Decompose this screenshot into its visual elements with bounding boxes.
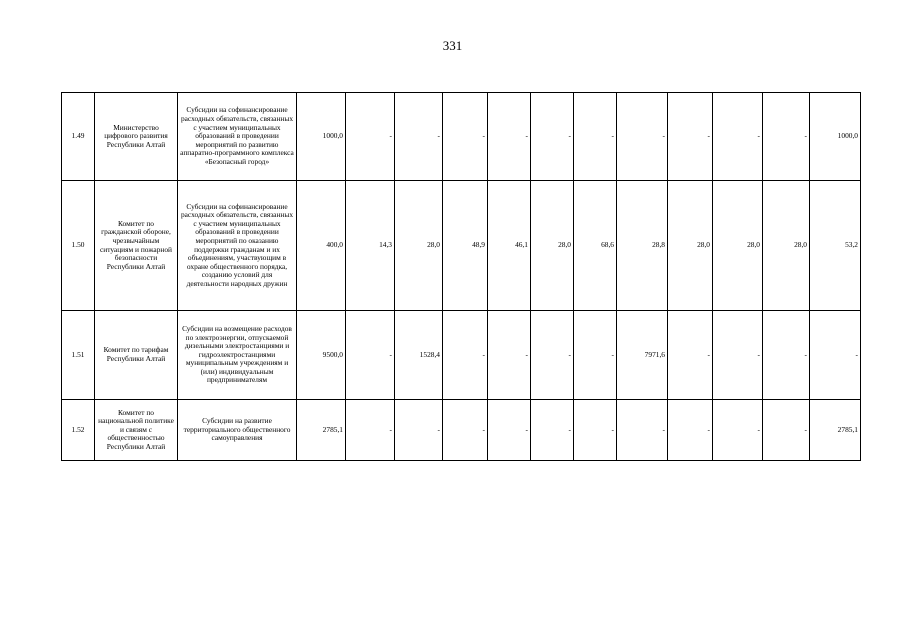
value-cell: - [443,311,488,400]
value-cell: 46,1 [488,181,531,311]
value-cell: - [763,93,810,181]
value-cell-total: 2785,1 [297,400,346,461]
value-cell: - [346,311,395,400]
value-cell-total: 400,0 [297,181,346,311]
value-cell: 28,0 [713,181,763,311]
value-cell: - [763,311,810,400]
subsidy-table [61,92,861,461]
value-cell: - [395,400,443,461]
value-cell: - [531,311,574,400]
value-cell: 1528,4 [395,311,443,400]
organization-cell: Министерство цифрового развития Республики Алтай [95,93,178,181]
value-cell: - [574,93,617,181]
row-number: 1.51 [62,311,95,400]
value-cell-total: 1000,0 [297,93,346,181]
value-cell: - [346,93,395,181]
value-cell: - [713,93,763,181]
value-cell: 7971,6 [617,311,668,400]
value-cell-total: 9500,0 [297,311,346,400]
value-cell: 1000,0 [810,93,861,181]
table-row [62,181,861,311]
value-cell: - [346,400,395,461]
value-cell: - [668,311,713,400]
description-cell: Субсидии на развитие территориального общественного самоуправления [178,400,297,461]
value-cell: - [713,311,763,400]
value-cell: 28,0 [395,181,443,311]
row-number: 1.50 [62,181,95,311]
description-cell: Субсидии на софинансирование расходных обязательств, связанных с участием муниципальных образований в проведении мероприятий по развитию аппаратно-программного комплекса «Безопасный город» [178,93,297,181]
value-cell: - [617,93,668,181]
value-cell: - [443,400,488,461]
value-cell: 2785,1 [810,400,861,461]
value-cell: - [810,311,861,400]
value-cell: - [488,400,531,461]
value-cell: - [713,400,763,461]
value-cell: - [443,93,488,181]
value-cell: 53,2 [810,181,861,311]
value-cell: 28,8 [617,181,668,311]
organization-cell: Комитет по национальной политике и связям с общественностью Республики Алтай [95,400,178,461]
table-row [62,93,861,181]
description-cell: Субсидии на возмещение расходов по электроэнергии, отпускаемой дизельными электростанциями и гидроэлектростанциями муниципальным учреждениям и (или) индивидуальным предпринимателям [178,311,297,400]
table-row [62,311,861,400]
value-cell: - [531,400,574,461]
organization-cell: Комитет по гражданской обороне, чрезвычайным ситуациям и пожарной безопасности Республики Алтай [95,181,178,311]
organization-cell: Комитет по тарифам Республики Алтай [95,311,178,400]
value-cell: - [531,93,574,181]
value-cell: - [763,400,810,461]
value-cell: 48,9 [443,181,488,311]
value-cell: 28,0 [668,181,713,311]
value-cell: - [574,400,617,461]
description-cell: Субсидии на софинансирование расходных обязательств, связанных с участием муниципальных образований в проведении мероприятий по оказанию поддержки гражданам и их объединениям, участвующим в охране общественного порядка, созданию условий для деятельности народных дружин [178,181,297,311]
value-cell: 14,3 [346,181,395,311]
value-cell: - [668,400,713,461]
page-number: 331 [442,38,463,53]
value-cell: - [488,93,531,181]
table-row [62,400,861,461]
row-number: 1.49 [62,93,95,181]
value-cell: - [395,93,443,181]
value-cell: - [574,311,617,400]
value-cell: - [488,311,531,400]
value-cell: 28,0 [763,181,810,311]
value-cell: 28,0 [531,181,574,311]
value-cell: - [668,93,713,181]
value-cell: 68,6 [574,181,617,311]
row-number: 1.52 [62,400,95,461]
value-cell: - [617,400,668,461]
